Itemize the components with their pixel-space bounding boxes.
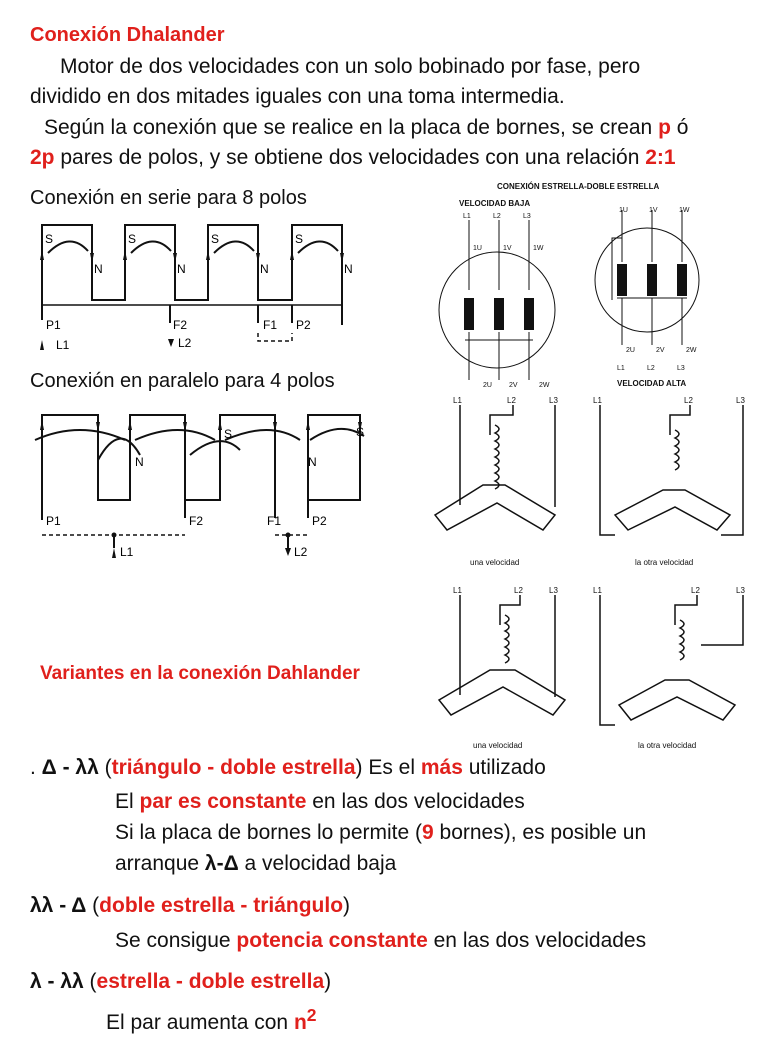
serie-n-4: N xyxy=(344,262,353,276)
variant-1-d2-b: 9 xyxy=(422,821,434,844)
serie-diagram xyxy=(30,215,360,355)
coil-4-l3: L3 xyxy=(736,586,745,595)
variant-2-name: doble estrella - triángulo xyxy=(99,894,344,917)
serie-p2: P2 xyxy=(296,318,311,332)
baja-l3: L3 xyxy=(523,213,531,220)
variant-2-symbol: λλ - Δ xyxy=(30,894,87,917)
variant-1-d2-a: Si la placa de bornes lo permite ( xyxy=(115,821,422,844)
coil-4-l2: L2 xyxy=(691,586,700,595)
variant-1-d1-b: par es constante xyxy=(139,790,307,813)
coil-1-l1: L1 xyxy=(453,396,462,405)
variant-3-name: estrella - doble estrella xyxy=(96,970,325,993)
una-velocidad-label-1: una velocidad xyxy=(470,558,520,567)
alta-2v: 2V xyxy=(656,347,665,354)
serie-s-3: S xyxy=(211,232,220,246)
variant-1-d3-a: arranque xyxy=(115,852,205,875)
alta-1u: 1U xyxy=(619,207,628,214)
coil-3-l3: L3 xyxy=(549,586,558,595)
serie-s-4: S xyxy=(295,232,304,246)
variant-3-d1-b: n xyxy=(293,1011,307,1034)
variant-1-symbol: Δ - λλ xyxy=(41,756,99,779)
variant-3-d1-a: El par aumenta con xyxy=(106,1011,294,1034)
alta-2w: 2W xyxy=(686,347,697,354)
variant-1-d1-a: El xyxy=(115,790,140,813)
variant-1-tail: utilizado xyxy=(462,756,546,779)
paralelo-f1: F1 xyxy=(267,514,282,528)
baja-2v: 2V xyxy=(509,382,518,389)
intro-2p: 2p xyxy=(30,146,55,169)
paralelo-n-1: N xyxy=(135,455,144,469)
variant-2-open: ( xyxy=(86,894,100,917)
paralelo-p2: P2 xyxy=(312,514,327,528)
baja-2w: 2W xyxy=(539,382,550,389)
variantes-heading: Variantes en la conexión Dahlander xyxy=(40,663,360,684)
serie-n-1: N xyxy=(94,262,103,276)
serie-n-3: N xyxy=(260,262,269,276)
serie-n-2: N xyxy=(177,262,186,276)
variant-3-detail-1 xyxy=(106,1000,317,1038)
alta-1v: 1V xyxy=(649,207,658,214)
otra-velocidad-label-2: la otra velocidad xyxy=(638,741,697,750)
paralelo-n-2: N xyxy=(308,455,317,469)
intro-line-3-tail: ó xyxy=(670,116,689,139)
serie-caption: Conexión en serie para 8 polos xyxy=(30,187,307,209)
coil-1-l3: L3 xyxy=(549,396,558,405)
variant-3-open: ( xyxy=(83,970,97,993)
paralelo-l1: L1 xyxy=(120,545,134,559)
alta-2u: 2U xyxy=(626,347,635,354)
intro-line-4-text: pares de polos, y se obtiene dos velocidades con una relación xyxy=(54,146,646,169)
paralelo-caption: Conexión en paralelo para 4 polos xyxy=(30,370,335,392)
variant-2-d1-c: en las dos velocidades xyxy=(427,929,647,952)
coil-2-l3: L3 xyxy=(736,396,745,405)
velocidad-alta-label: VELOCIDAD ALTA xyxy=(617,379,687,388)
variant-1-detail-2 xyxy=(115,818,646,848)
intro-line-2: dividido en dos mitades iguales con una toma intermedia. xyxy=(30,85,565,108)
otra-velocidad-label-1: la otra velocidad xyxy=(635,558,694,567)
baja-1w: 1W xyxy=(533,245,544,252)
alta-l3: L3 xyxy=(677,365,685,372)
variant-1-d3-c: a velocidad baja xyxy=(238,852,397,875)
coil-1-l2: L2 xyxy=(507,396,516,405)
serie-p1: P1 xyxy=(46,318,61,332)
intro-ratio: 2:1 xyxy=(645,146,676,169)
una-velocidad-label-2: una velocidad xyxy=(473,741,523,750)
variant-1-d2-c: bornes), es posible un xyxy=(433,821,647,844)
paralelo-s-1: S xyxy=(224,427,233,441)
serie-f2: F2 xyxy=(173,318,188,332)
variant-3-symbol: λ - λλ xyxy=(30,970,84,993)
coil-2-l2: L2 xyxy=(684,396,693,405)
intro-line-3 xyxy=(44,113,688,143)
variant-1-detail-3 xyxy=(115,849,396,879)
intro-line-3-text: Según la conexión que se realice en la placa de bornes, se crean xyxy=(44,116,659,139)
paralelo-diagram xyxy=(30,400,370,565)
variant-1-mas: más xyxy=(420,756,463,779)
variant-2 xyxy=(30,891,350,921)
intro-line-1: Motor de dos velocidades con un solo bobinado por fase, pero xyxy=(60,55,641,78)
coil-4-l1: L1 xyxy=(593,586,602,595)
serie-f1: F1 xyxy=(263,318,278,332)
baja-l2: L2 xyxy=(493,213,501,220)
coil-diagrams-row-2 xyxy=(425,585,765,755)
variant-1 xyxy=(30,753,546,783)
baja-1v: 1V xyxy=(503,245,512,252)
baja-l1: L1 xyxy=(463,213,471,220)
alta-l2: L2 xyxy=(647,365,655,372)
variant-1-d1-c: en las dos velocidades xyxy=(306,790,525,813)
baja-2u: 2U xyxy=(483,382,492,389)
alta-1w: 1W xyxy=(679,207,690,214)
serie-s-1: S xyxy=(45,232,54,246)
coil-3-l1: L1 xyxy=(453,586,462,595)
variant-1-open: ( xyxy=(98,756,112,779)
paralelo-l2: L2 xyxy=(294,545,308,559)
variant-3-d1-sup: 2 xyxy=(306,1005,317,1025)
variant-1-name: triángulo - doble estrella xyxy=(111,756,356,779)
variant-2-d1-a: Se consigue xyxy=(115,929,237,952)
paralelo-f2: F2 xyxy=(189,514,204,528)
intro-p: p xyxy=(658,116,671,139)
coil-3-l2: L2 xyxy=(514,586,523,595)
alta-l1: L1 xyxy=(617,365,625,372)
variant-1-close: ) Es el xyxy=(355,756,421,779)
estrella-title: CONEXIÓN ESTRELLA-DOBLE ESTRELLA xyxy=(497,182,660,191)
variant-2-d1-b: potencia constante xyxy=(236,929,428,952)
coil-2-l1: L1 xyxy=(593,396,602,405)
variant-1-d3-b: λ-Δ xyxy=(204,852,239,875)
variant-1-prefix: . xyxy=(30,756,42,779)
variant-3 xyxy=(30,967,331,997)
coil-diagrams-row-1 xyxy=(425,395,765,570)
velocidad-baja-label: VELOCIDAD BAJA xyxy=(459,199,531,208)
variant-3-close: ) xyxy=(324,970,332,993)
estrella-doble-estrella-diagram xyxy=(437,180,737,395)
serie-s-2: S xyxy=(128,232,137,246)
variant-1-detail-1 xyxy=(115,787,525,817)
baja-1u: 1U xyxy=(473,245,482,252)
serie-l2: L2 xyxy=(178,336,192,350)
intro-line-4 xyxy=(30,143,676,173)
page-title: Conexión Dhalander xyxy=(30,24,225,46)
serie-l1: L1 xyxy=(56,338,70,352)
variant-2-detail-1 xyxy=(115,926,646,956)
variant-2-close: ) xyxy=(343,894,351,917)
paralelo-s-2: S xyxy=(356,425,365,439)
paralelo-p1: P1 xyxy=(46,514,61,528)
